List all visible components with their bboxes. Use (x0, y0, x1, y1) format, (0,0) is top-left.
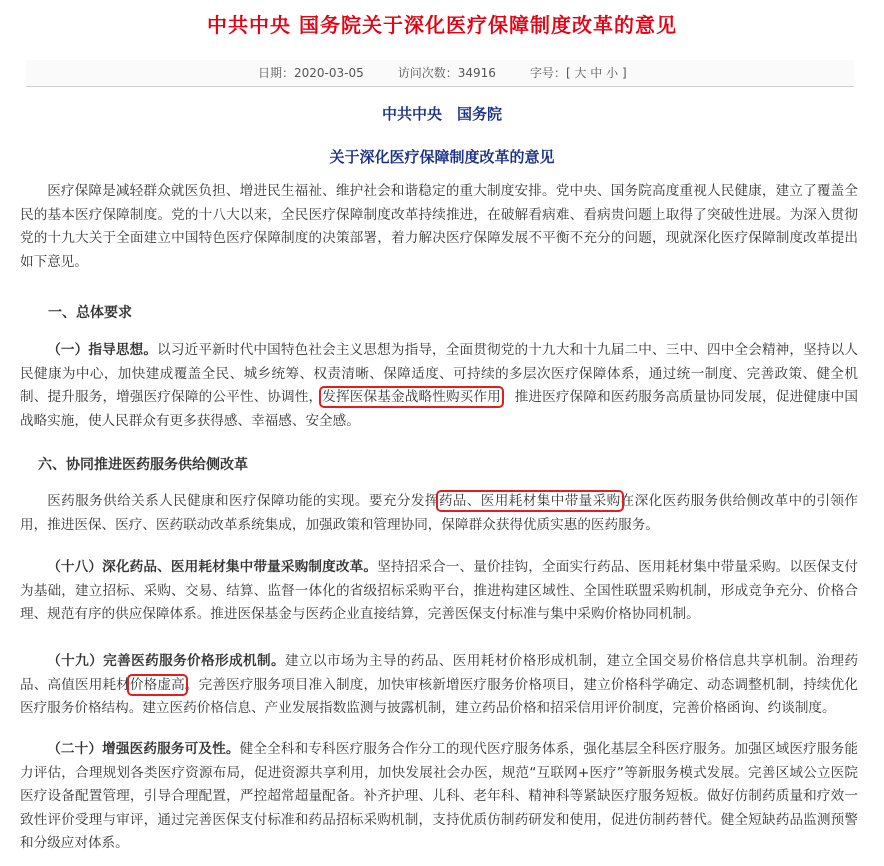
page-title: 中共中央 国务院关于深化医疗保障制度改革的意见 (207, 13, 677, 37)
highlighted-phrase: 药品、医用耗材集中带量采购 (438, 493, 621, 509)
section-6-heading: 六、协同推进医药服务供给侧改革 (38, 457, 248, 473)
font-size-close: ] (621, 66, 627, 80)
document-subtitle: 关于深化医疗保障制度改革的意见 (329, 148, 555, 166)
paragraph-text: 以习近平新时代中国特色社会主义思想为指导，全面贯彻党的十九大和十九届二中、三中、四中全会精神，坚持以人民健康为中心，加快建成覆盖全民、城乡统筹、权责清晰、保障适度、可持续的多层次医疗保障体系，通过统一制度、完善政策、健全机制、提升服务，增强医疗保障的公平性、协调性， (20, 342, 859, 405)
intro-paragraph: 医疗保障是减轻群众就医负担、增进民生福祉、维护社会和谐稳定的重大制度安排。党中央、国务院高度重视人民健康，建立了覆盖全民的基本医疗保障制度。党的十八大以来，全民医疗保障制度改革持续推进，在破解看病难、看病贵问题上取得了突破性进展。为深入贯彻党的十九大关于全面建立中国特色医疗保障制度的决策部署，着力解决医疗保障发展不平衡不充分的问题，现就深化医疗保障制度改革提出如下意见。 (20, 183, 858, 270)
paragraph-lead: （十九）完善医药服务价格形成机制。 (47, 653, 285, 669)
paragraph-text: 在深化医药服务供给侧改革中的引领作用，推进医保、医疗、医药联动改革系统集成，加强政策和管理协同，保障群众获得优质实惠的医药服务。 (20, 493, 859, 533)
visit-count: 访问次数：34916 (397, 66, 496, 80)
document-issuer: 中共中央 国务院 (381, 105, 502, 123)
highlighted-phrase: 发挥医保基金战略性购买作用 (322, 389, 501, 405)
font-size-label: 字号：[ (529, 66, 571, 80)
publish-date: 日期：2020-03-05 (258, 66, 364, 80)
paragraph-text: 建立以市场为主导的药品、医用耗材价格形成机制，建立全国交易价格信息共享机制。治理药品、高值医用耗材 (20, 653, 858, 693)
paragraph-18 (20, 556, 858, 627)
font-size-small-link[interactable]: 小 (606, 66, 619, 80)
guiding-ideology-paragraph (20, 339, 858, 433)
paragraph-text: 坚持招采合一、量价挂钩，全面实行药品、医用耗材集中带量采购。以医保支付为基础，建立招标、采购、交易、结算、监督一体化的省级招标采购平台，推进构建区域性、全国性联盟采购机制，形成竞争充分、价格合理、规范有序的供应保障体系。推进医保基金与医药企业直接结算，完善医保支付标准与集中采购价格协同机制。 (20, 559, 859, 622)
font-size-medium-link[interactable]: 中 (590, 66, 603, 80)
section-6-intro-paragraph (20, 490, 858, 537)
paragraph-20 (20, 738, 858, 856)
paragraph-lead: （二十）增强医药服务可及性。 (47, 741, 240, 757)
font-size-large-link[interactable]: 大 (574, 66, 587, 80)
paragraph-lead: （十八）深化药品、医用耗材集中带量采购制度改革。 (47, 559, 378, 575)
paragraph-lead: （一）指导思想。 (47, 342, 158, 358)
paragraph-text: 健全全科和专科医疗服务合作分工的现代医疗服务体系，强化基层全科医疗服务。加强区域医疗服务能力评估，合理规划各类医疗资源布局，促进资源共享利用，加快发展社会办医，规范“互联网+医疗”等新服务模式发展。完善区域公立医院医疗设备配置管理，引导合理配置，严控超常超量配备。补齐护理、儿科、老年科、精神科等紧缺医疗服务短板。做好仿制药质量和疗效一致性评价受理与审评，通过完善医保支付标准和药品招标采购机制，支持优质仿制药研发和使用，促进仿制药替代。健全短缺药品监测预警和分级应对体系。 (20, 741, 859, 851)
paragraph-text: 医药服务供给关系人民健康和医疗保障功能的实现。要充分发挥 (47, 493, 439, 509)
paragraph-19 (20, 650, 858, 721)
article-meta-bar (26, 60, 854, 87)
section-1-heading: 一、总体要求 (48, 305, 132, 321)
paragraph-text: 。完善医疗服务项目准入制度，加快审核新增医疗服务价格项目，建立价格科学确定、动态调整机制，持续优化医疗服务价格结构。建立医药价格信息、产业发展指数监测与披露机制，建立药品价格和招采信用评价制度，完善价格函询、约谈制度。 (20, 676, 859, 716)
highlighted-phrase: 价格虚高 (129, 676, 185, 693)
paragraph-text: ，推进医疗保障和医药服务高质量协同发展，促进健康中国战略实施，使人民群众有更多获得感、幸福感、安全感。 (20, 389, 859, 429)
